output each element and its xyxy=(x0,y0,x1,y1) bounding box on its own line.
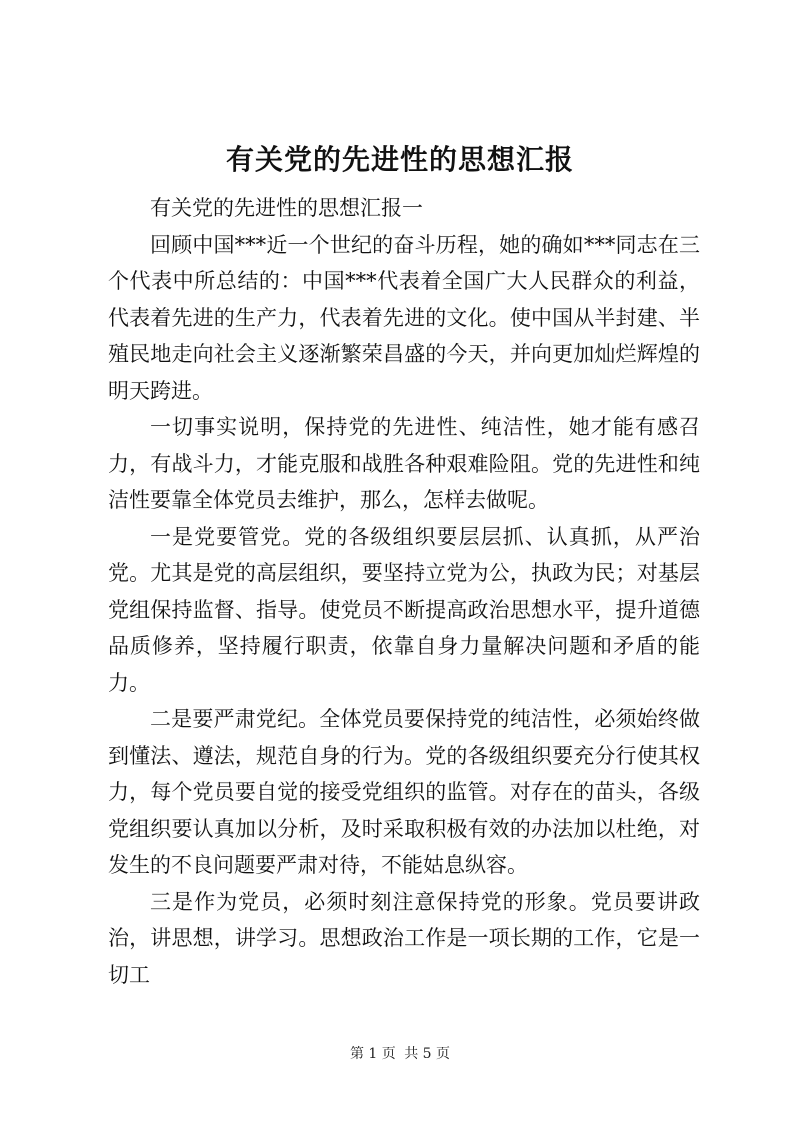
document-title: 有关党的先进性的思想汇报 xyxy=(225,143,574,176)
page-total: 共 5 页 xyxy=(404,1046,451,1062)
paragraph-point-two: 二是要严肃党纪。全体党员要保持党的纯洁性，必须始终做到懂法、遵法，规范自身的行为。党的各级组织要充分行使其权力，每个党员要自觉的接受党组织的监管。对存在的苗头，各级党组织要认真加以分析，及时采取积极有效的办法加以杜绝，对发生的不良问题要严肃对待，不能姑息纵容。 xyxy=(108,707,700,877)
paragraph-review-history: 回顾中国***近一个世纪的奋斗历程，她的确如***同志在三个代表中所总结的：中国***代表着全国广大人民群众的利益，代表着先进的生产力，代表着先进的文化。使中国从半封建、半殖民地走向社会主义逐渐繁荣昌盛的今天，并向更加灿烂辉煌的明天跨进。 xyxy=(108,232,700,403)
paragraph-point-one: 一是党要管党。党的各级组织要层层抓、认真抓，从严治党。尤其是党的高层组织，要坚持立党为公，执政为民；对基层党组保持监督、指导。使党员不断提高政治思想水平，提升道德品质修养，坚持履行职责，依靠自身力量解决问题和矛盾的能力。 xyxy=(108,524,700,695)
paragraph-subtitle: 有关党的先进性的思想汇报一 xyxy=(150,196,423,220)
page-number: 第 1 页 xyxy=(349,1046,396,1062)
paragraph-point-three: 三是作为党员，必须时刻注意保持党的形象。党员要讲政治，讲思想，讲学习。思想政治工作是一项长期的工作，它是一切工 xyxy=(108,889,700,987)
paragraph-facts: 一切事实说明，保持党的先进性、纯洁性，她才能有感召力，有战斗力，才能克服和战胜各种艰难险阻。党的先进性和纯洁性要靠全体党员去维护，那么，怎样去做呢。 xyxy=(108,415,700,512)
page-footer xyxy=(0,1044,800,1064)
document-body xyxy=(108,190,700,993)
